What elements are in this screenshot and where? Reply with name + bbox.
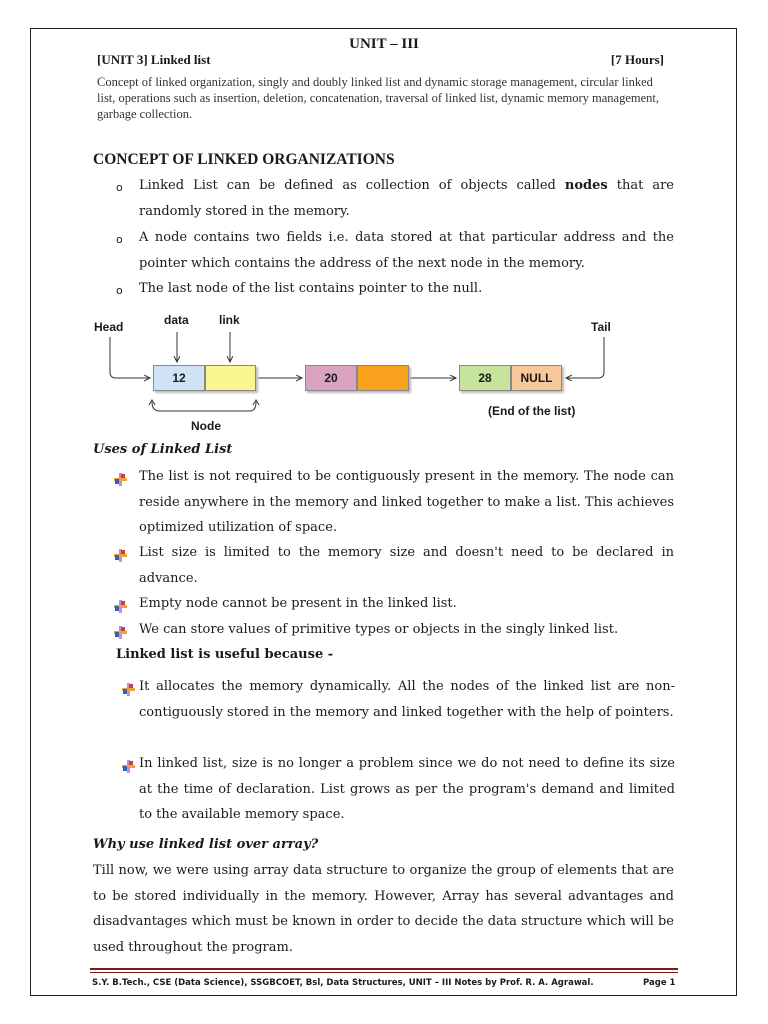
useful-bullet: In linked list, size is no longer a problem since we do not need to define its size at the time of declaration. List grows as per the program's demand and limited to the available memory space.: [139, 756, 675, 822]
hours-label: [7 Hours]: [610, 52, 664, 67]
unit-title: UNIT – III: [349, 36, 419, 52]
concept-bullet-1-text: Linked List can be defined as collection of objects called: [139, 178, 565, 193]
syllabus-header: [97, 52, 664, 122]
footer-rule: [90, 968, 678, 970]
circle-bullet-icon: o: [116, 181, 123, 194]
uses-bullet: Empty node cannot be present in the linked list.: [139, 596, 457, 611]
page-number: Page 1: [643, 978, 676, 988]
concept-bullet-1-bold: nodes: [564, 178, 608, 193]
flag-bullet-icon: [122, 758, 135, 771]
flag-bullet-icon: [114, 471, 127, 484]
concept-bullet-3: The last node of the list contains pointer to the null.: [139, 281, 483, 296]
end-of-list-label: (End of the list): [488, 404, 576, 418]
flag-bullet-icon: [114, 624, 127, 637]
head-label: Head: [94, 320, 124, 334]
flag-bullet-icon: [114, 547, 127, 560]
why-heading: Why use linked list over array?: [93, 837, 319, 852]
node-2-data: 20: [305, 365, 357, 391]
useful-heading: Linked list is useful because -: [116, 647, 334, 662]
concept-bullet-1-rest: that are randomly stored in the memory.: [139, 178, 674, 219]
flag-bullet-icon: [122, 681, 135, 694]
why-paragraph: Till now, we were using array data structure to organize the group of elements that are to be stored individually in the memory. However, Array has several advantages and disadvantages which must be known in order to decide the data structure which will be used throughout the program.: [93, 863, 674, 955]
node-1-data: 12: [153, 365, 205, 391]
unit-label: [UNIT 3] Linked list: [97, 52, 211, 67]
uses-bullet: List size is limited to the memory size and doesn't need to be declared in advance.: [139, 545, 674, 586]
footer-credit: S.Y. B.Tech., CSE (Data Science), SSGBCOET, Bsl, Data Structures, UNIT – III Notes by Prof. R. A. Agrawal.: [92, 978, 594, 988]
node-3-null: NULL: [511, 365, 562, 391]
data-label: data: [164, 313, 189, 327]
uses-bullet: We can store values of primitive types or objects in the singly linked list.: [139, 622, 619, 637]
node-1-link: [205, 365, 256, 391]
tail-label: Tail: [591, 320, 611, 334]
flag-bullet-icon: [114, 598, 127, 611]
circle-bullet-icon: o: [116, 233, 123, 246]
useful-bullet: It allocates the memory dynamically. All the nodes of the linked list are non-contiguously stored in the memory and linked together with the help of pointers.: [139, 679, 675, 720]
concept-bullet-2: A node contains two fields i.e. data stored at that particular address and the pointer which contains the address of the next node in the memory.: [139, 230, 674, 271]
link-label: link: [219, 313, 240, 327]
uses-bullet: The list is not required to be contiguously present in the memory. The node can reside anywhere in the memory and linked together to make a list. This achieves optimized utilization of space.: [139, 469, 674, 535]
section-title: CONCEPT OF LINKED ORGANIZATIONS: [93, 151, 395, 168]
node-label: Node: [191, 419, 221, 433]
syllabus-text: Concept of linked organization, singly and doubly linked list and dynamic storage management, circular linked list, operations such as insertion, deletion, concatenation, traversal of linked list, dynamic memory management, garbage collection.: [97, 75, 659, 121]
node-2-link: [357, 365, 409, 391]
circle-bullet-icon: o: [116, 284, 123, 297]
concept-bullet-1: [139, 173, 674, 224]
footer-rule-thin: [90, 972, 678, 973]
uses-heading: Uses of Linked List: [93, 442, 233, 457]
node-3-data: 28: [459, 365, 511, 391]
